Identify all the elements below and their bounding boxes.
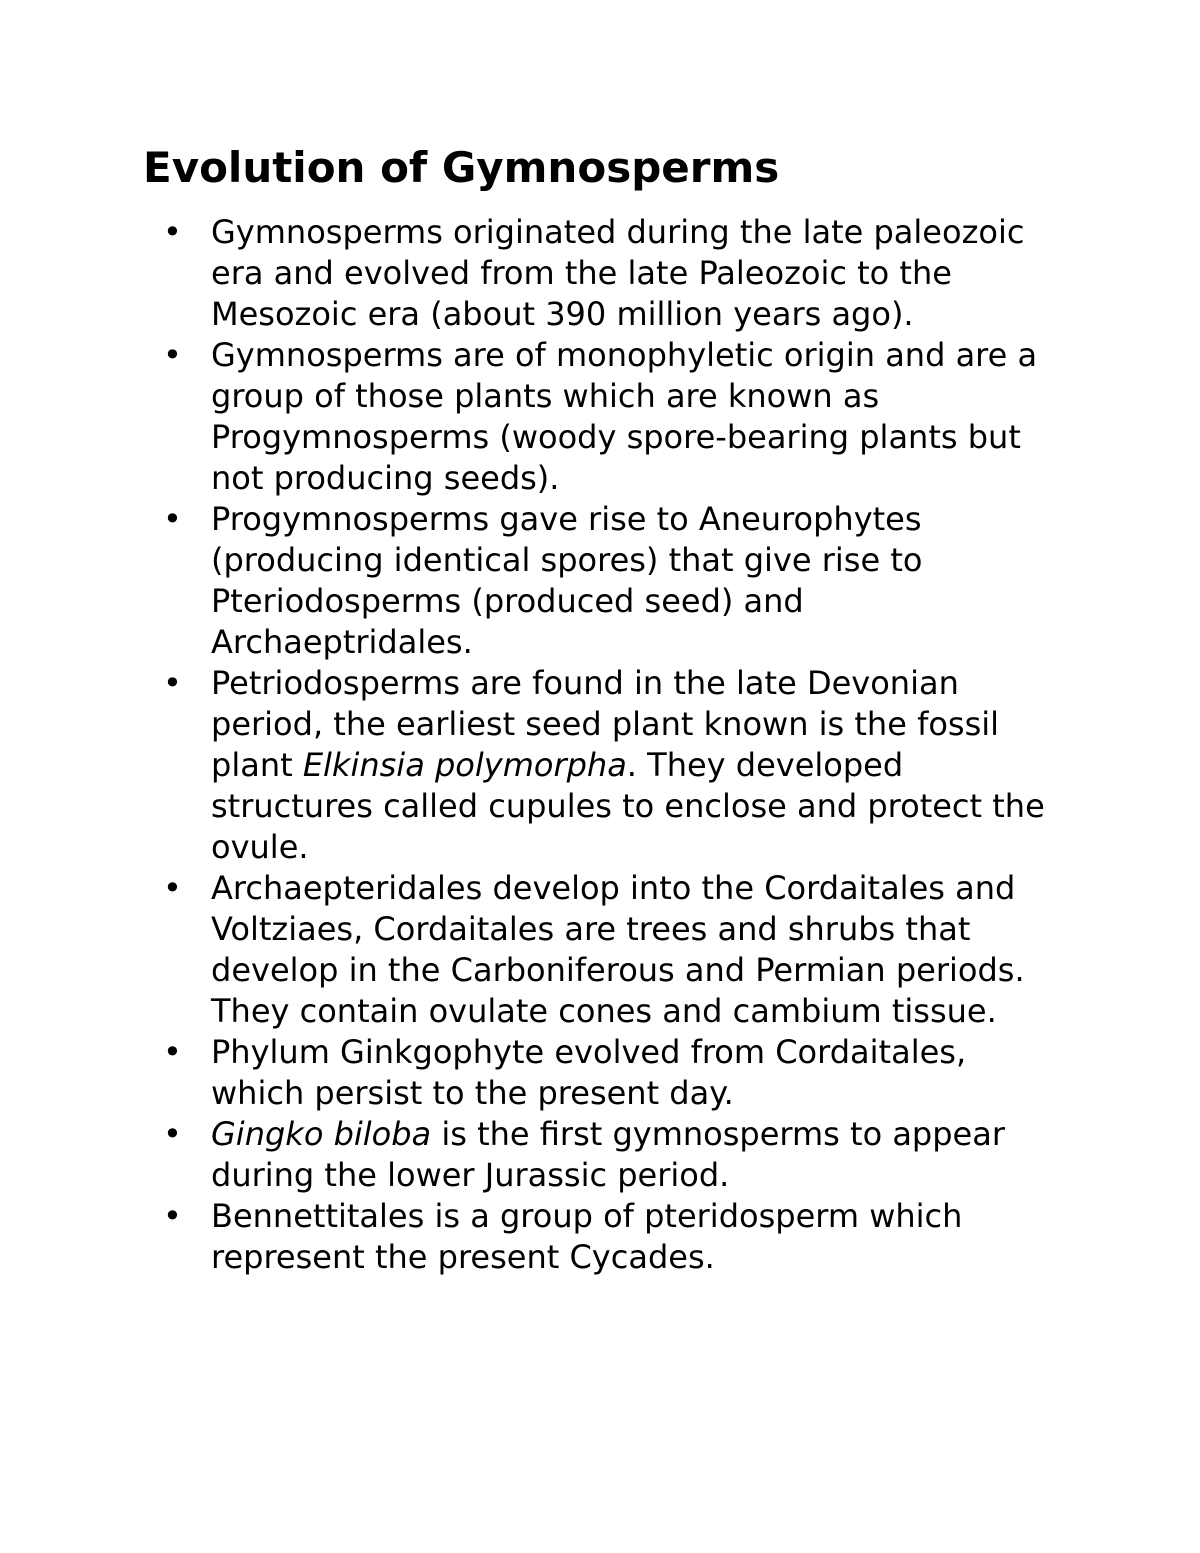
bullet-text bbox=[211, 663, 1061, 868]
bullet-item bbox=[0, 663, 1061, 868]
bullet-text bbox=[211, 335, 1061, 499]
text-run: . They developed structures called cupules to enclose and protect the ovule. bbox=[211, 746, 1045, 866]
text-run: Gymnosperms are of monophyletic origin and are a group of those plants which are known as Progymnosperms (woody spore-bearing plants but not producing seeds). bbox=[211, 336, 1038, 497]
species-name: Elkinsia polymorpha bbox=[302, 746, 627, 784]
bullet-text bbox=[211, 868, 1061, 1032]
bullet-item bbox=[0, 1114, 1061, 1196]
bullet-item bbox=[0, 1032, 1061, 1114]
bullet-text bbox=[211, 499, 1061, 663]
text-run: is the first gymnosperms to appear during the lower Jurassic period. bbox=[211, 1115, 1005, 1194]
text-run: Archaepteridales develop into the Cordaitales and Voltziaes, Cordaitales are trees and shrubs that develop in the Carboniferous and Permian periods. They contain ovulate cones and cambium tissue. bbox=[211, 869, 1025, 1030]
bullet-marker: • bbox=[163, 336, 182, 374]
page-title: Evolution of Gymnosperms bbox=[143, 143, 780, 192]
bullet-text bbox=[211, 1196, 1061, 1278]
bullet-marker: • bbox=[163, 664, 182, 702]
bullet-item bbox=[0, 1196, 1061, 1278]
bullet-item bbox=[0, 499, 1061, 663]
bullet-marker: • bbox=[163, 1197, 182, 1235]
bullet-marker: • bbox=[163, 1115, 182, 1153]
bullet-item bbox=[0, 868, 1061, 1032]
bullet-item bbox=[0, 212, 1061, 335]
bullet-list bbox=[0, 212, 1200, 1278]
bullet-marker: • bbox=[163, 213, 182, 251]
text-run: Bennettitales is a group of pteridosperm which represent the present Cycades. bbox=[211, 1197, 963, 1276]
text-run: Phylum Ginkgophyte evolved from Cordaitales, which persist to the present day. bbox=[211, 1033, 967, 1112]
bullet-text bbox=[211, 1032, 1061, 1114]
bullet-marker: • bbox=[163, 500, 182, 538]
bullet-marker: • bbox=[163, 1033, 182, 1071]
text-run: Progymnosperms gave rise to Aneurophytes (producing identical spores) that give rise to Pteriodosperms (produced seed) and Archaeptridales. bbox=[211, 500, 923, 661]
bullet-text bbox=[211, 1114, 1061, 1196]
text-run: Gymnosperms originated during the late paleozoic era and evolved from the late Paleozoic to the Mesozoic era (about 390 million years ago). bbox=[211, 213, 1025, 333]
bullet-item bbox=[0, 335, 1061, 499]
text-run: Petriodosperms are found in the late Devonian period, the earliest seed plant known is the fossil plant bbox=[211, 664, 1000, 784]
bullet-marker: • bbox=[163, 869, 182, 907]
species-name: Gingko biloba bbox=[211, 1115, 432, 1153]
bullet-text bbox=[211, 212, 1061, 335]
